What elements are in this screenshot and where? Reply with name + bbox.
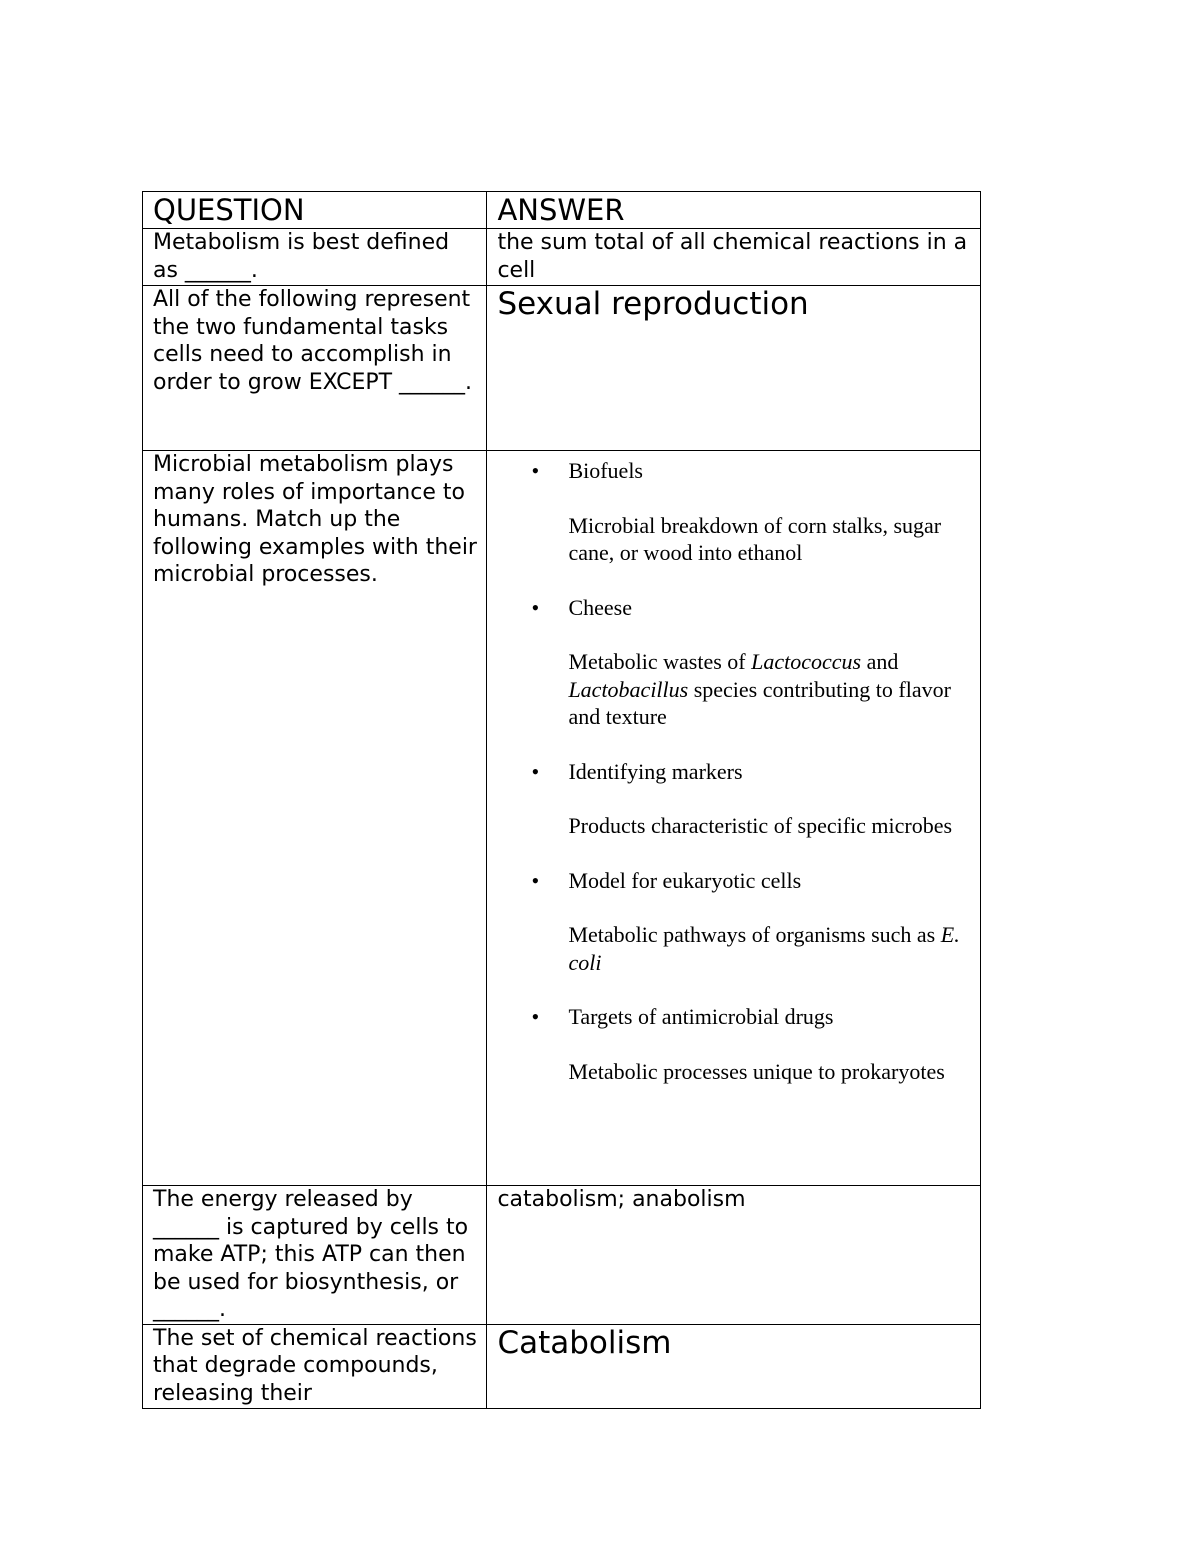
list-item bbox=[497, 758, 972, 840]
answer-list bbox=[497, 457, 972, 1085]
answer-cell: the sum total of all chemical reactions in a cell bbox=[487, 229, 981, 286]
list-item-desc: Products characteristic of specific microbes bbox=[568, 813, 953, 838]
question-header: QUESTION bbox=[143, 192, 487, 229]
answer-header: ANSWER bbox=[487, 192, 981, 229]
table-header-row bbox=[143, 192, 981, 229]
list-item-desc: Microbial breakdown of corn stalks, sugar cane, or wood into ethanol bbox=[568, 512, 942, 565]
list-item-term: • Targets of antimicrobial drugs bbox=[568, 1004, 834, 1029]
question-cell: Microbial metabolism plays many roles of importance to humans. Match up the following examples with their microbial processes. bbox=[143, 451, 487, 1186]
list-item-desc: Metabolic wastes of Lactococcus and Lactobacillus species contributing to flavor and texture bbox=[568, 649, 951, 729]
list-item-term: • Identifying markers bbox=[568, 758, 743, 784]
list-item-term: • Cheese bbox=[568, 594, 632, 620]
list-item bbox=[497, 1003, 972, 1085]
answer-cell: Catabolism bbox=[487, 1324, 981, 1408]
question-cell: The set of chemical reactions that degrade compounds, releasing their bbox=[143, 1324, 487, 1408]
list-item bbox=[497, 457, 972, 567]
table-row bbox=[143, 286, 981, 451]
list-item-desc: Metabolic pathways of organisms such as E. coli bbox=[568, 922, 960, 975]
table-row bbox=[143, 229, 981, 286]
answer-cell: catabolism; anabolism bbox=[487, 1186, 981, 1325]
table-row bbox=[143, 1186, 981, 1325]
list-item-term: • Model for eukaryotic cells bbox=[568, 867, 802, 893]
qa-table bbox=[142, 191, 981, 1409]
list-item bbox=[497, 594, 972, 731]
answer-cell bbox=[487, 451, 981, 1186]
list-item-term: • Biofuels bbox=[568, 458, 643, 483]
question-cell: Metabolism is best defined as ______. bbox=[143, 229, 487, 286]
question-cell: All of the following represent the two fundamental tasks cells need to accomplish in order to grow EXCEPT ______. bbox=[143, 286, 487, 451]
list-item-desc: Metabolic processes unique to prokaryotes bbox=[568, 1058, 945, 1084]
table-row bbox=[143, 451, 981, 1186]
list-item bbox=[497, 867, 972, 977]
question-cell: The energy released by ______ is captured by cells to make ATP; this ATP can then be used for biosynthesis, or ______. bbox=[143, 1186, 487, 1325]
table-row bbox=[143, 1324, 981, 1408]
answer-cell: Sexual reproduction bbox=[487, 286, 981, 451]
